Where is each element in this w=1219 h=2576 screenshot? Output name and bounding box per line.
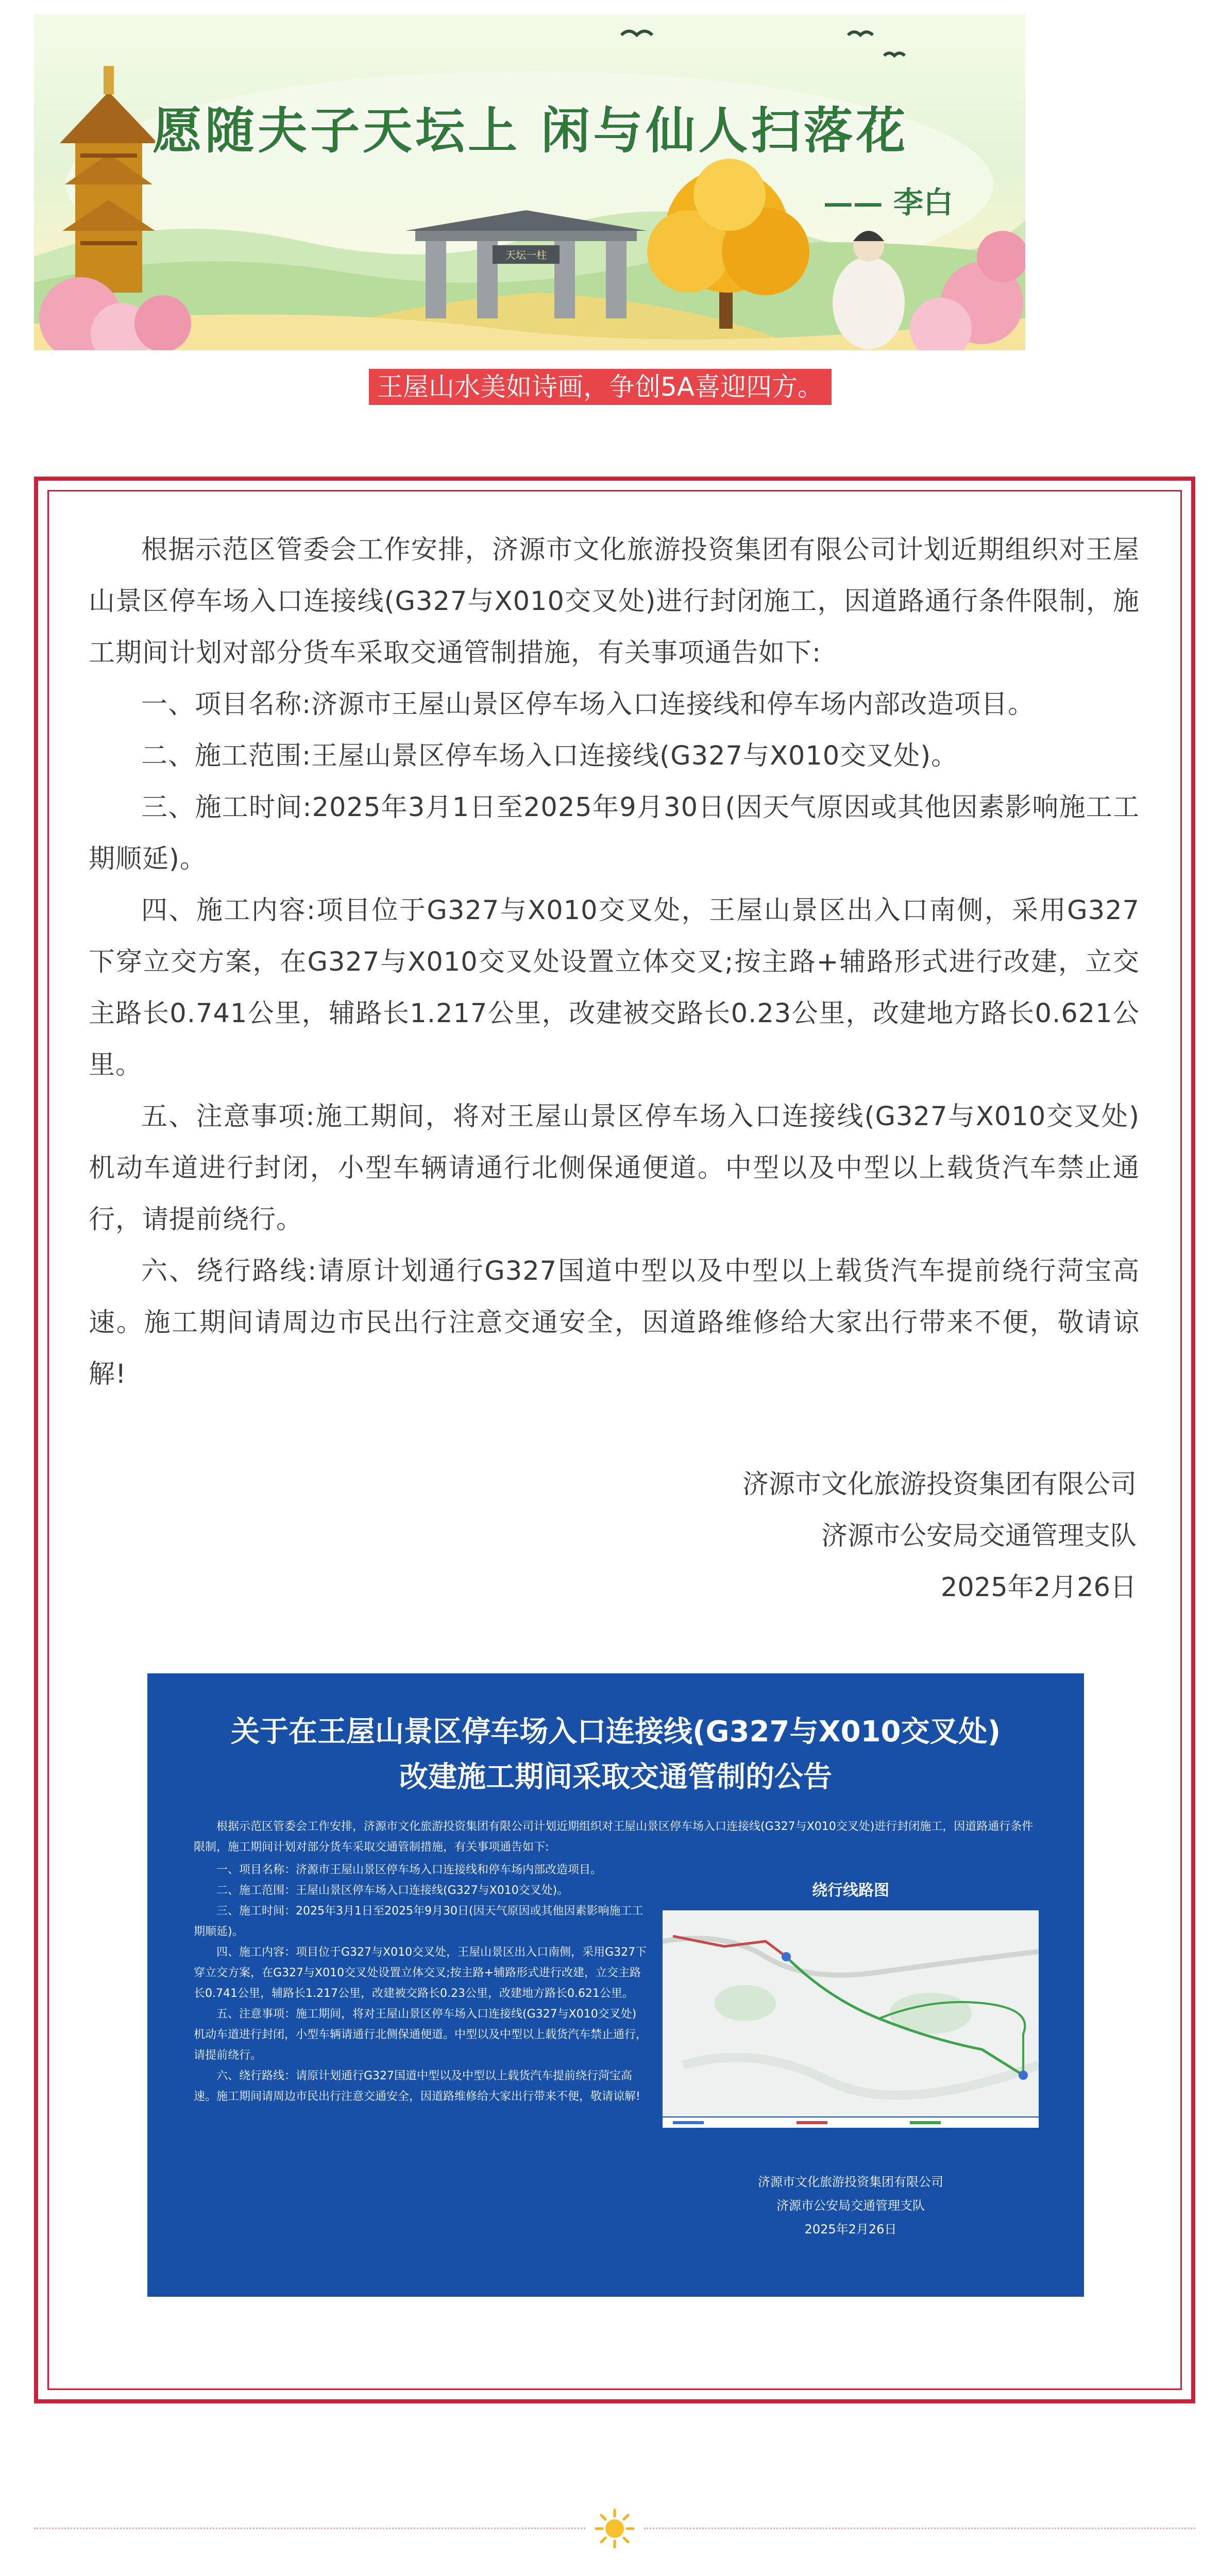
poster-item-6: 六、绕行路线：请原计划通行G327国道中型以及中型以上载货汽车提前绕行菏宝高速。施工期间请周边市民出行注意交通安全，因道路维修给大家出行带来不便，敬请谅解! [194,2070,640,2103]
detour-map [663,1879,1039,2122]
poster-signature-police: 济源市公安局交通管理支队 [776,2198,925,2213]
notice-poster-image [147,1673,1084,2297]
detour-map-legend-drawing [663,2117,1039,2128]
signature-company: 济源市文化旅游投资集团有限公司 [742,1469,1137,1500]
notice-paragraph-item-1: 一、项目名称:济源市王屋山景区停车场入口连接线和停车场内部改造项目。 [141,689,1035,720]
poster-item-5: 五、注意事项：施工期间，将对王屋山景区停车场入口连接线(G327与X010交叉处)机动车道进行封闭，小型车辆请通行北侧保通便道。中型以及中型以上载货汽车禁止通行，请提前绕行。 [194,2008,648,2062]
poster-intro: 根据示范区管委会工作安排，济源市文化旅游投资集团有限公司计划近期组织对王屋山景区停车场入口连接线(G327与X010交叉处)进行封闭施工，因道路通行条件限制，施工期间计划对部分货车采取交通管制措施，有关事项通告如下: [194,1820,1034,1854]
detour-map-drawing [663,1910,1039,2116]
sun-icon [594,2508,635,2549]
poster-item-1: 一、项目名称：济源市王屋山景区停车场入口连接线和停车场内部改造项目。 [216,1863,602,1876]
notice-signatures [742,1459,1137,1614]
notice-body [89,524,1140,1400]
banner-poem-title: 愿随夫子天坛上 闲与仙人扫落花 [153,101,909,160]
svg-text:天坛一柱: 天坛一柱 [505,249,547,261]
notice-paragraph-item-6: 六、绕行路线:请原计划通行G327国道中型以及中型以上载货汽车提前绕行菏宝高速。施工期间请周边市民出行注意交通安全，因道路维修给大家出行带来不便，敬请谅解! [89,1256,1140,1389]
poster-title [147,1709,1084,1800]
header-banner [34,14,1025,350]
poster-item-2: 二、施工范围：王屋山景区停车场入口连接线(G327与X010交叉处)。 [216,1884,569,1897]
bird [621,31,905,56]
poster-item-3: 三、施工时间：2025年3月1日至2025年9月30日(因天气原因或其他因素影响施工工期顺延)。 [194,1905,644,1938]
poster-signatures [663,2170,1039,2241]
poster-items [194,1860,647,2107]
divider-left [34,2528,585,2529]
signature-police: 济源市公安局交通管理支队 [821,1521,1137,1551]
detour-map-legend [663,2117,1039,2128]
poster-signature-date: 2025年2月26日 [804,2222,897,2236]
poster-title-line-2: 改建施工期间采取交通管制的公告 [399,1760,832,1794]
signature-date: 2025年2月26日 [940,1572,1137,1603]
notice-paragraph-item-4: 四、施工内容:项目位于G327与X010交叉处，王屋山景区出入口南侧，采用G327下穿立交方案，在G327与X010交叉处设置立体交叉;按主路+辅路形式进行改建，立交主路长0.741公里，辅路长1.217公里，改建被交路长0.23公里，改建地方路长0.621公里。 [89,895,1140,1080]
notice-paragraph-item-3: 三、施工时间:2025年3月1日至2025年9月30日(因天气原因或其他因素影响施工工期顺延)。 [89,792,1140,874]
poster-signature-company: 济源市文化旅游投资集团有限公司 [758,2175,943,2189]
divider-right [644,2528,1195,2529]
detour-map-title: 绕行线路图 [812,1882,889,1900]
slogan-highlight: 王屋山水美如诗画，争创5A喜迎四方。 [369,369,832,405]
detour-map-image [663,1910,1039,2116]
notice-paragraph-item-5: 五、注意事项:施工期间，将对王屋山景区停车场入口连接线(G327与X010交叉处)机动车道进行封闭，小型车辆请通行北侧保通便道。中型以及中型以上载货汽车禁止通行，请提前绕行。 [89,1101,1140,1235]
poster-title-line-1: 关于在王屋山景区停车场入口连接线(G327与X010交叉处) [230,1715,1001,1749]
poster-item-4: 四、施工内容：项目位于G327与X010交叉处，王屋山景区出入口南侧，采用G327下穿立交方案，在G327与X010交叉处设置立体交叉;按主路+辅路形式进行改建，立交主路长0.741公里，辅路长1.217公里，改建被交路长0.23公里，改建地方路长0.621公里。 [194,1946,647,2000]
banner-poem-author: —— 李白 [823,185,953,220]
notice-paragraph-intro: 根据示范区管委会工作安排，济源市文化旅游投资集团有限公司计划近期组织对王屋山景区停车场入口连接线(G327与X010交叉处)进行封闭施工，因道路通行条件限制，施工期间计划对部分货车采取交通管制措施，有关事项通告如下: [89,535,1140,668]
notice-paragraph-item-2: 二、施工范围:王屋山景区停车场入口连接线(G327与X010交叉处)。 [141,741,958,771]
